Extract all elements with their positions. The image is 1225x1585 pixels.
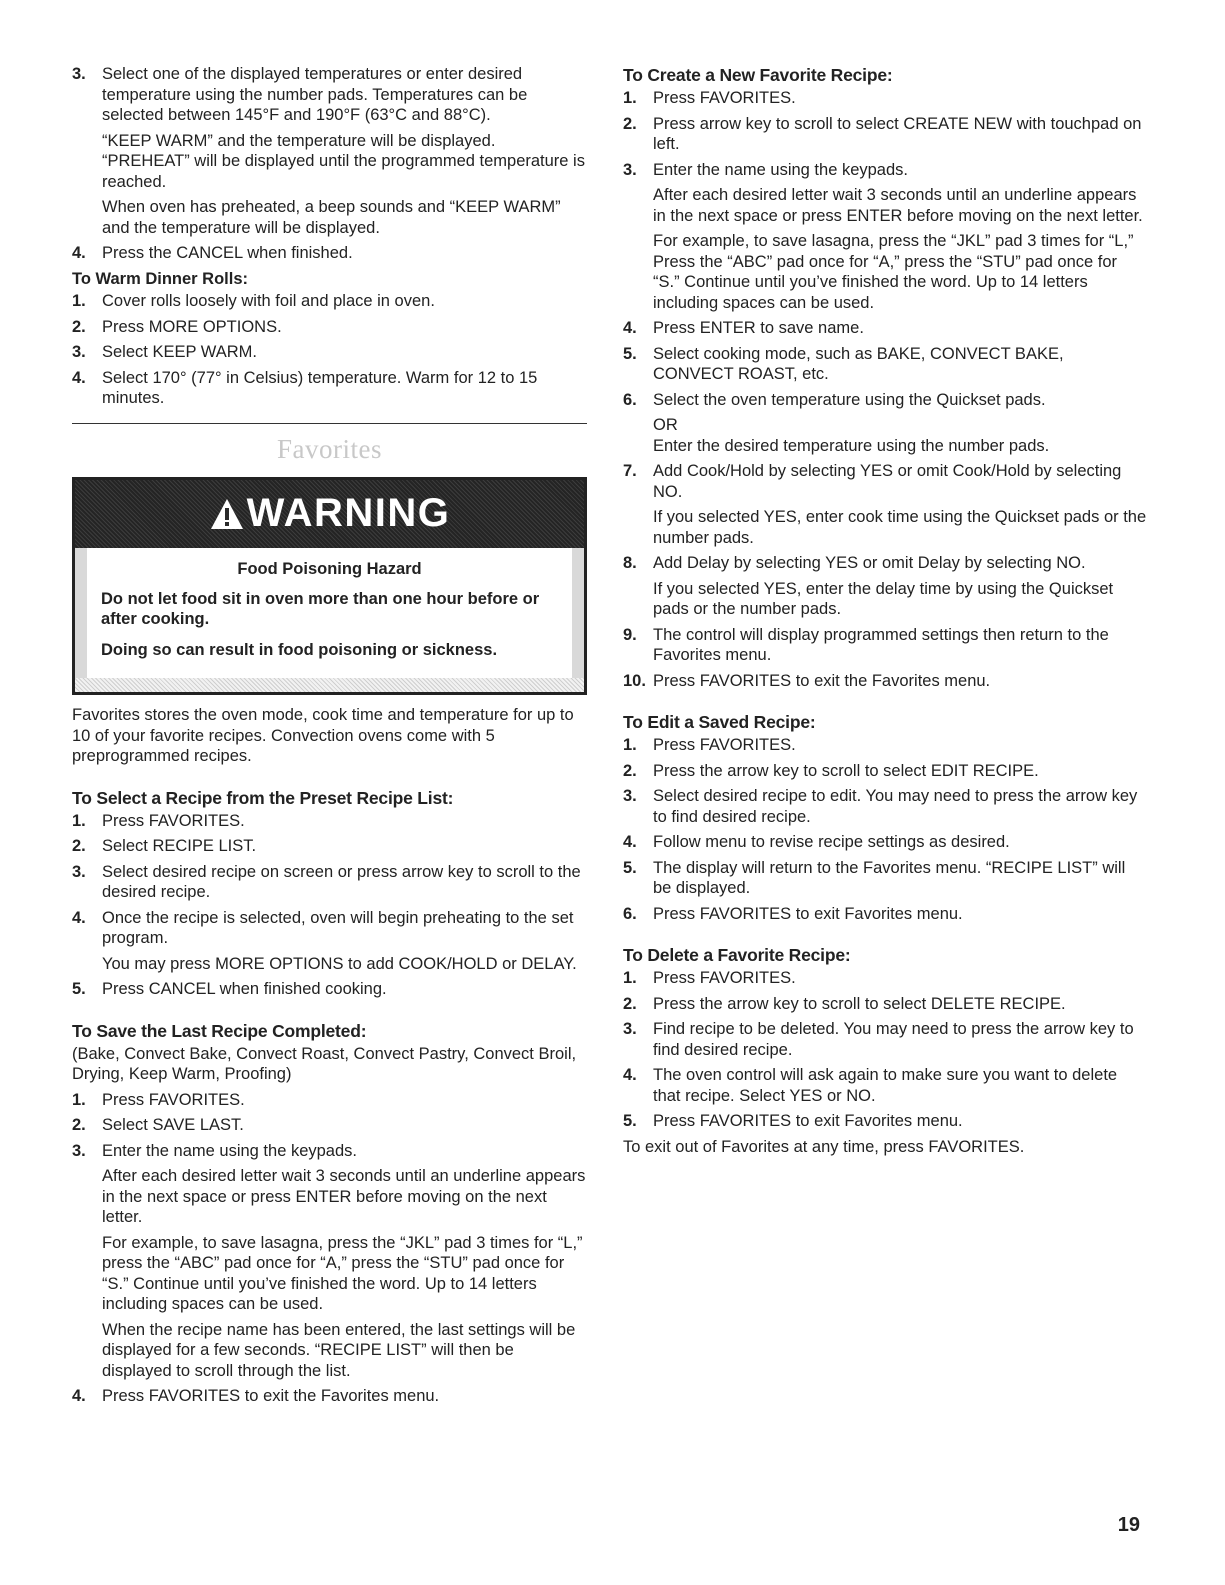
list-item bbox=[623, 553, 1148, 574]
step-detail: When oven has preheated, a beep sounds and “KEEP WARM” and the temperature will be displayed. bbox=[102, 198, 561, 237]
step-text: Press MORE OPTIONS. bbox=[102, 317, 282, 336]
step-number: 1. bbox=[72, 811, 86, 830]
list-item bbox=[623, 994, 1148, 1015]
list-item bbox=[623, 904, 1148, 925]
step-text: Select SAVE LAST. bbox=[102, 1116, 244, 1134]
step-text: Press CANCEL when finished cooking. bbox=[102, 980, 387, 998]
list-item bbox=[623, 1111, 1148, 1132]
preset-steps bbox=[72, 811, 587, 1000]
list-item bbox=[623, 1019, 1148, 1060]
step-text: Press the arrow key to scroll to select EDIT RECIPE. bbox=[653, 761, 1039, 780]
step-text: Press ENTER to save name. bbox=[653, 319, 864, 337]
edit-steps bbox=[623, 735, 1148, 924]
warning-box bbox=[72, 477, 587, 696]
step-number: 1. bbox=[72, 292, 86, 310]
list-item bbox=[623, 461, 1148, 502]
step-text: Select desired recipe to edit. You may need to press the arrow key to find desired recipe. bbox=[653, 787, 1138, 826]
list-item bbox=[72, 1141, 587, 1162]
step-text: Once the recipe is selected, oven will begin preheating to the set program. bbox=[102, 908, 574, 947]
step-number: 2. bbox=[72, 317, 86, 336]
step-number: 4. bbox=[72, 244, 86, 262]
list-item bbox=[623, 968, 1148, 989]
step-detail: If you selected YES, enter the delay time by using the Quickset pads or the number pads. bbox=[653, 579, 1114, 618]
step-detail: OR Enter the desired temperature using the number pads. bbox=[653, 416, 1050, 455]
warm-rolls-steps bbox=[72, 291, 587, 409]
step-text: Select 170° (77° in Celsius) temperature. Warm for 12 to 15 minutes. bbox=[102, 368, 538, 407]
warning-title: WARNING bbox=[246, 491, 451, 535]
step-text: Press FAVORITES. bbox=[102, 1090, 245, 1109]
list-item bbox=[623, 858, 1148, 899]
list-item bbox=[72, 1386, 587, 1407]
section-divider bbox=[72, 423, 587, 424]
save-last-steps bbox=[72, 1090, 587, 1407]
step-number: 3. bbox=[72, 65, 86, 83]
list-item bbox=[72, 368, 587, 409]
section-title: Favorites bbox=[277, 433, 382, 464]
list-item bbox=[623, 1065, 1148, 1106]
step-number: 9. bbox=[623, 625, 637, 644]
step-number: 1. bbox=[623, 736, 637, 754]
step-number: 3. bbox=[623, 1020, 637, 1038]
step-number: 3. bbox=[72, 862, 86, 881]
list-item bbox=[72, 908, 587, 949]
step-text: Select desired recipe on screen or press arrow key to scroll to the desired recipe. bbox=[102, 862, 581, 901]
closing-note: To exit out of Favorites at any time, press FAVORITES. bbox=[623, 1137, 1025, 1156]
step-number: 3. bbox=[623, 160, 637, 179]
list-item bbox=[72, 342, 587, 363]
list-item bbox=[72, 811, 587, 832]
step-number: 4. bbox=[623, 319, 637, 337]
step-detail: After each desired letter wait 3 seconds until an underline appears in the next space or press ENTER before moving on the next letter. bbox=[653, 186, 1143, 225]
step-text: Press FAVORITES to exit the Favorites menu. bbox=[102, 1387, 440, 1405]
list-item bbox=[623, 786, 1148, 827]
list-item bbox=[72, 1115, 587, 1136]
page-number: 19 bbox=[1117, 1514, 1140, 1536]
preset-heading: To Select a Recipe from the Preset Recipe List: bbox=[72, 787, 454, 808]
list-item bbox=[72, 1090, 587, 1111]
step-number: 6. bbox=[623, 904, 637, 923]
list-item bbox=[72, 836, 587, 857]
step-number: 4. bbox=[72, 908, 86, 927]
step-number: 7. bbox=[623, 462, 637, 480]
step-number: 1. bbox=[623, 89, 637, 107]
step-number: 2. bbox=[623, 761, 637, 780]
step-text: Press FAVORITES to exit Favorites menu. bbox=[653, 1112, 963, 1130]
step-text: Add Cook/Hold by selecting YES or omit Cook/Hold by selecting NO. bbox=[653, 462, 1122, 501]
step-detail: You may press MORE OPTIONS to add COOK/HOLD or DELAY. bbox=[102, 954, 577, 973]
warm-rolls-heading: To Warm Dinner Rolls: bbox=[72, 269, 249, 288]
warning-line-1: Do not let food sit in oven more than one hour before or after cooking. bbox=[101, 589, 540, 628]
step-number: 2. bbox=[72, 837, 86, 855]
list-item bbox=[72, 862, 587, 903]
step-text: Select KEEP WARM. bbox=[102, 343, 257, 361]
list-item bbox=[623, 390, 1148, 411]
list-item bbox=[623, 160, 1148, 181]
step-number: 6. bbox=[623, 390, 637, 409]
step-number: 1. bbox=[72, 1090, 86, 1109]
step-number: 4. bbox=[72, 368, 86, 387]
list-item bbox=[72, 979, 587, 1000]
list-item bbox=[623, 318, 1148, 339]
step-text: Press FAVORITES. bbox=[653, 736, 796, 754]
list-item bbox=[72, 317, 587, 338]
step-text: Add Delay by selecting YES or omit Delay by selecting NO. bbox=[653, 554, 1086, 572]
step-number: 10. bbox=[623, 671, 646, 690]
step-text: Cover rolls loosely with foil and place in oven. bbox=[102, 292, 435, 310]
step-text: Follow menu to revise recipe settings as desired. bbox=[653, 833, 1010, 851]
create-steps bbox=[623, 88, 1148, 691]
list-item bbox=[72, 64, 587, 126]
warning-triangle-icon bbox=[209, 497, 245, 531]
list-item bbox=[623, 832, 1148, 853]
step-number: 3. bbox=[623, 787, 637, 805]
list-item bbox=[623, 671, 1148, 692]
left-column bbox=[72, 64, 587, 1412]
step-number: 5. bbox=[72, 980, 86, 998]
step-number: 5. bbox=[623, 858, 637, 877]
step-number: 3. bbox=[72, 1141, 86, 1160]
step-text: Press FAVORITES. bbox=[653, 89, 796, 107]
list-item bbox=[623, 735, 1148, 756]
step-number: 3. bbox=[72, 343, 86, 361]
delete-heading: To Delete a Favorite Recipe: bbox=[623, 945, 851, 965]
list-item bbox=[623, 114, 1148, 155]
step-text: Select one of the displayed temperatures or enter desired temperature using the number pads. Temperatures can be selected between 145°F and 190°F (63°C and 88°C). bbox=[102, 65, 528, 124]
list-item bbox=[623, 88, 1148, 109]
step-text: Enter the name using the keypads. bbox=[102, 1141, 357, 1160]
step-number: 4. bbox=[72, 1387, 86, 1405]
step-text: Press FAVORITES to exit the Favorites menu. bbox=[653, 671, 991, 690]
delete-steps bbox=[623, 968, 1148, 1132]
step-text: The control will display programmed settings then return to the Favorites menu. bbox=[653, 625, 1109, 664]
step-text: Select the oven temperature using the Quickset pads. bbox=[653, 390, 1046, 409]
step-text: Select RECIPE LIST. bbox=[102, 837, 257, 855]
step-number: 8. bbox=[623, 554, 637, 572]
list-item bbox=[623, 344, 1148, 385]
step-text: Press the arrow key to scroll to select DELETE RECIPE. bbox=[653, 994, 1066, 1013]
step-text: Press arrow key to scroll to select CREATE NEW with touchpad on left. bbox=[653, 114, 1142, 153]
create-heading: To Create a New Favorite Recipe: bbox=[623, 65, 893, 85]
step-text: The display will return to the Favorites menu. “RECIPE LIST” will be displayed. bbox=[653, 858, 1126, 897]
step-number: 1. bbox=[623, 969, 637, 987]
warning-subtitle: Food Poisoning Hazard bbox=[237, 559, 422, 578]
step-number: 5. bbox=[623, 1112, 637, 1130]
step-detail: For example, to save lasagna, press the “JKL” pad 3 times for “L,” press the “ABC” pad once for “A,” press the “STU” pad once for “S.” Continue until you’ve finished the word. Up to 14 letters including spaces can be used. bbox=[102, 1233, 583, 1313]
step-detail: For example, to save lasagna, press the “JKL” pad 3 times for “L,” Press the “ABC” pad once for “A,” press the “STU” pad once for “S.” Continue until you’ve finished the word. Up to 14 letters including spaces can be used. bbox=[653, 232, 1134, 312]
step-detail: After each desired letter wait 3 seconds until an underline appears in the next space or press ENTER before moving on the next letter. bbox=[102, 1167, 586, 1226]
step-detail: “KEEP WARM” and the temperature will be displayed. “PREHEAT” will be displayed until the programmed temperature is reached. bbox=[102, 131, 585, 191]
keep-warm-steps bbox=[72, 64, 587, 264]
list-item bbox=[72, 243, 587, 264]
step-number: 4. bbox=[623, 1066, 637, 1084]
step-detail: When the recipe name has been entered, the last settings will be displayed for a few seconds. “RECIPE LIST” will then be displayed to scroll through the list. bbox=[102, 1320, 576, 1380]
save-last-heading: To Save the Last Recipe Completed: bbox=[72, 1020, 367, 1041]
save-last-note: (Bake, Convect Bake, Convect Roast, Convect Pastry, Convect Broil, Drying, Keep Warm, Proofing) bbox=[72, 1044, 577, 1083]
step-number: 2. bbox=[623, 114, 637, 133]
step-text: Select cooking mode, such as BAKE, CONVECT BAKE, CONVECT ROAST, etc. bbox=[653, 344, 1064, 383]
step-number: 2. bbox=[72, 1116, 86, 1134]
step-detail: If you selected YES, enter cook time using the Quickset pads or the number pads. bbox=[653, 508, 1147, 547]
step-number: 2. bbox=[623, 994, 637, 1013]
step-text: The oven control will ask again to make sure you want to delete that recipe. Select YES or NO. bbox=[653, 1066, 1118, 1105]
step-text: Press the CANCEL when finished. bbox=[102, 244, 353, 262]
list-item bbox=[623, 625, 1148, 666]
step-text: Press FAVORITES. bbox=[653, 969, 796, 987]
list-item bbox=[72, 291, 587, 312]
step-text: Press FAVORITES to exit Favorites menu. bbox=[653, 904, 963, 923]
right-column bbox=[623, 64, 1148, 1162]
edit-heading: To Edit a Saved Recipe: bbox=[623, 712, 816, 732]
warning-banner bbox=[75, 480, 584, 548]
list-item bbox=[623, 761, 1148, 782]
step-text: Press FAVORITES. bbox=[102, 811, 245, 830]
step-text: Enter the name using the keypads. bbox=[653, 160, 908, 179]
step-text: Find recipe to be deleted. You may need to press the arrow key to find desired recipe. bbox=[653, 1020, 1134, 1059]
favorites-intro: Favorites stores the oven mode, cook time and temperature for up to 10 of your favorite recipes. Convection ovens come with 5 preprogrammed recipes. bbox=[72, 706, 574, 765]
warning-line-2: Doing so can result in food poisoning or sickness. bbox=[101, 640, 498, 659]
step-number: 5. bbox=[623, 344, 637, 363]
step-number: 4. bbox=[623, 833, 637, 851]
